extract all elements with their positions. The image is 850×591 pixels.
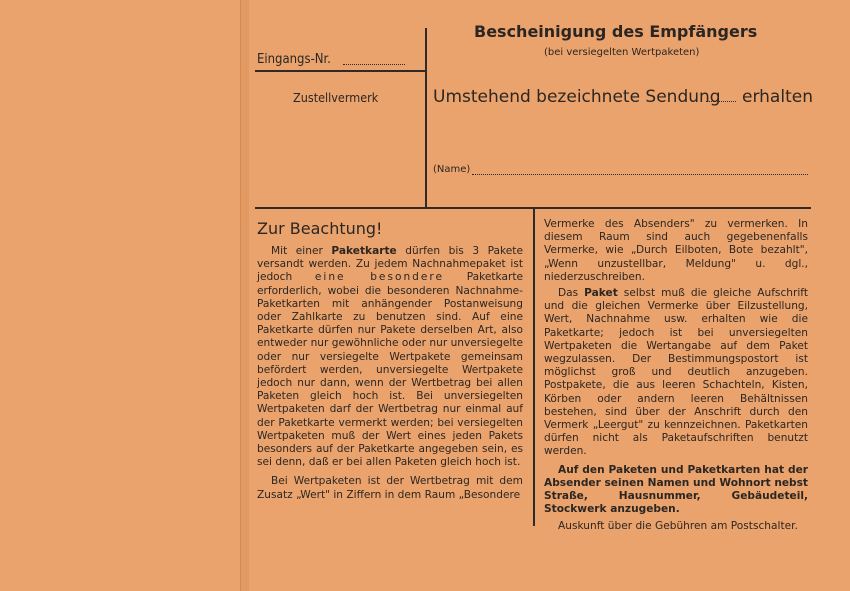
notice-heading: Zur Beachtung!: [257, 219, 383, 238]
eingangs-underline: [255, 70, 426, 72]
name-field[interactable]: [472, 174, 808, 175]
erhalten-text: erhalten: [742, 87, 813, 107]
notice-right-paragraph-4: Auskunft über die Gebühren am Postschalter.: [558, 520, 798, 533]
notice-paragraph-2: Bei Wertpaketen ist der Wertbetrag mit dem Zusatz „Wert" in Ziffern in dem Raum „Besondere: [257, 475, 523, 501]
certificate-title: Bescheinigung des Empfängers: [474, 22, 758, 41]
eingangs-label: Eingangs-Nr.: [257, 52, 331, 67]
certificate-subtitle: (bei versiegelten Wertpaketen): [544, 47, 700, 58]
notice-paragraph-1: Mit einer Paketkarte dürfen bis 3 Pakete versandt werden. Zu jedem Nachnahmepaket ist jedoch eine besondere Paketkarte erforderlich, wobei die besonderen Nachnahme-Paketkarten mit anhängender Postanweisung oder Zahlkarte zu benutzen sind. Auf eine Paketkarte dürfen nur Pakete derselben Art, also entweder nur gewöhnliche oder nur unversiegelte oder nur versiegelte Wertpakete gemeinsam befördert werden, unversiegelte Wertpakete jedoch nur dann, wenn der Wertbetrag bei allen Paketen gleich hoch ist. Bei unversiegelten Wertpaketen darf der Wertbetrag nur einmal auf der Paketkarte vermerkt werden; bei versiegelten Wertpaketen muß der Wert eines jeden Pakets besonders auf der Paketkarte angegeben sein, es sei denn, daß er bei allen Paketen gleich hoch ist.: [257, 245, 523, 469]
sendung-text: Umstehend bezeichnete Sendung: [433, 87, 721, 107]
notice-left-column: [257, 245, 523, 502]
vertical-divider-bottom: [533, 209, 535, 526]
notice-right-paragraph-2: Das Paket selbst muß die gleiche Aufschrift und die gleichen Vermerke über Eilzustellung, Wert, Nachnahme usw. erhalten wie die Paketkarte; jedoch ist bei unversiegelten Wertpaketen die Wertangabe auf dem Paket wegzulassen. Der Bestimmungspostort ist möglichst groß und deutlich anzugeben. Postpakete, die aus leeren Schachteln, Kisten, Körben oder andern leeren Behältnissen bestehen, sind über der Anschrift durch den Vermerk „Leergut" zu kennzeichnen. Paketkarten dürfen nicht als Paketaufschriften benutzt werden.: [544, 287, 808, 458]
sendung-field[interactable]: [706, 101, 736, 102]
notice-right-paragraph-1: Vermerke des Absenders" zu vermerken. In diesem Raum sind auch gegebenenfalls Vermerke, wie „Durch Eilboten, Bote bezahlt", „Wenn unzustellbar, Meldung" u. dgl., niederzuschreiben.: [544, 218, 808, 283]
eingangs-number-field[interactable]: [343, 64, 405, 65]
fold-crease: [240, 0, 249, 591]
zustellvermerk-label: Zustellvermerk: [293, 90, 379, 105]
vertical-divider-top: [425, 28, 427, 208]
notice-right-paragraph-3: Auf den Paketen und Paketkarten hat der Absender seinen Namen und Wohnort nebst Straße, Hausnummer, Gebäudeteil, Stockwerk anzugeben.: [544, 463, 809, 516]
name-label: (Name): [433, 164, 471, 175]
notice-right-column: [544, 218, 808, 534]
